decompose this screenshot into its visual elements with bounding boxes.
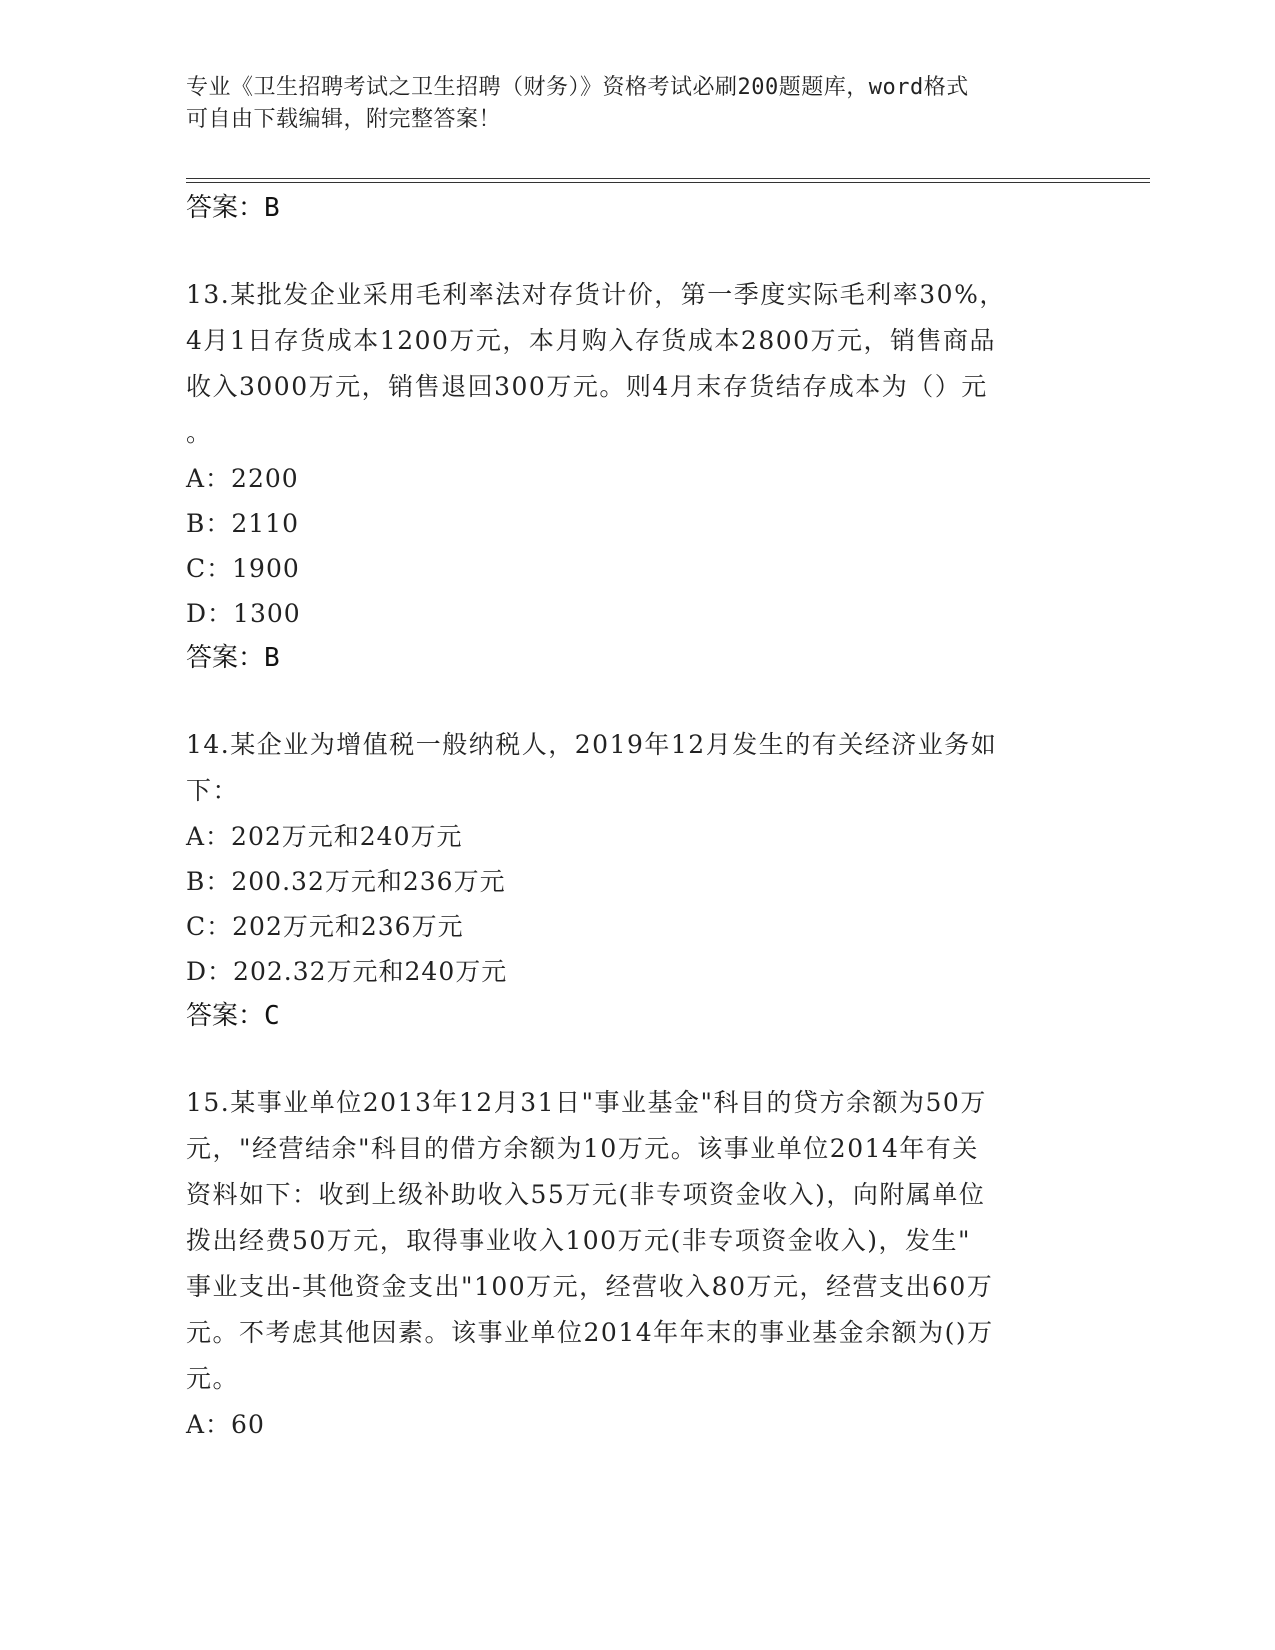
document-body — [186, 186, 1076, 1447]
option-d: D：1300 — [186, 599, 301, 628]
question-line: 元。 — [186, 1364, 240, 1393]
answer: 答案：B — [186, 643, 280, 673]
option-c: C：202万元和236万元 — [186, 912, 464, 941]
question-line: 收入3000万元，销售退回300万元。则4月末存货结存成本为（）元 — [186, 372, 988, 401]
question-line: 14.某企业为增值税一般纳税人，2019年12月发生的有关经济业务如 — [186, 730, 998, 759]
option-d: D：202.32万元和240万元 — [186, 957, 508, 986]
question-line: 4月1日存货成本1200万元，本月购入存货成本2800万元，销售商品 — [186, 326, 997, 355]
question-line: 拨出经费50万元，取得事业收入100万元(非专项资金收入)，发生" — [186, 1226, 972, 1255]
question-15 — [186, 1080, 1076, 1447]
spacer — [186, 680, 1076, 722]
question-text — [186, 722, 1076, 814]
question-line: 事业支出-其他资金支出"100万元，经营收入80万元，经营支出60万 — [186, 1272, 994, 1301]
header-line-2: 可自由下载编辑，附完整答案！ — [186, 107, 502, 132]
previous-answer: 答案：B — [186, 193, 280, 223]
option-b: B：2110 — [186, 509, 299, 538]
spacer — [186, 230, 1076, 272]
answer: 答案：C — [186, 1001, 280, 1031]
question-line: 下： — [186, 776, 240, 805]
option-a: A：202万元和240万元 — [186, 822, 463, 851]
question-text — [186, 1080, 1076, 1402]
option-a: A：60 — [186, 1410, 265, 1439]
question-line: 。 — [186, 418, 213, 447]
question-line: 15.某事业单位2013年12月31日"事业基金"科目的贷方余额为50万 — [186, 1088, 987, 1117]
question-line: 13.某批发企业采用毛利率法对存货计价，第一季度实际毛利率30%， — [186, 280, 1006, 309]
question-line: 资料如下：收到上级补助收入55万元(非专项资金收入)，向附属单位 — [186, 1180, 986, 1209]
question-line: 元，"经营结余"科目的借方余额为10万元。该事业单位2014年有关 — [186, 1134, 979, 1163]
header-divider-top — [186, 178, 1150, 179]
header-divider-bottom — [186, 182, 1150, 183]
spacer — [186, 1038, 1076, 1080]
question-line: 元。不考虑其他因素。该事业单位2014年年末的事业基金余额为()万 — [186, 1318, 994, 1347]
option-c: C：1900 — [186, 554, 300, 583]
option-a: A：2200 — [186, 464, 299, 493]
question-13 — [186, 272, 1076, 680]
question-text — [186, 272, 1076, 456]
option-b: B：200.32万元和236万元 — [186, 867, 506, 896]
header-line-1: 专业《卫生招聘考试之卫生招聘（财务）》资格考试必刷200题题库，word格式 — [186, 75, 969, 100]
page-header — [186, 72, 1066, 136]
question-14 — [186, 722, 1076, 1038]
